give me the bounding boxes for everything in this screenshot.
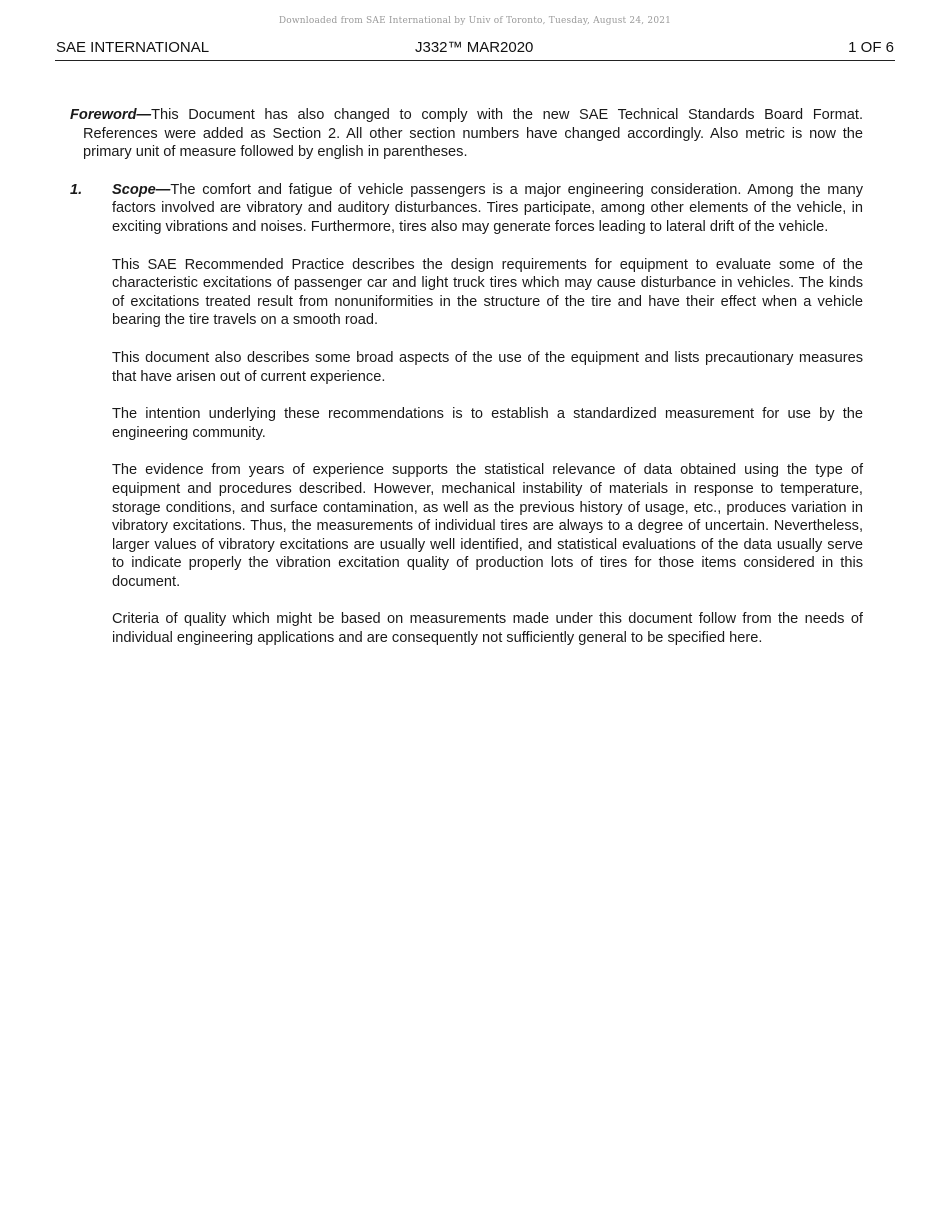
document-body <box>70 106 863 667</box>
scope-paragraph: Criteria of quality which might be based on measurements made under this document follow from the needs of individual engineering applications and are consequently not sufficiently general to be specified here. <box>112 611 863 647</box>
foreword-paragraph <box>70 106 863 162</box>
scope-paragraph: The evidence from years of experience supports the statistical relevance of data obtained using the type of equipment and procedures described. However, mechanical instability of materials in response to temperature, storage conditions, and surface contamination, as well as the previous history of usage, etc., produces variation in vibratory excitations. Thus, the measurements of individual tires are always to a degree of uncertain. Nevertheless, larger values of vibratory excitations are usually well identified, and statistical evaluations of the data usually serve to indicate properly the vibration excitation quality of production lots of tires for those items considered in this document. <box>112 462 863 590</box>
section-title: Scope— <box>112 181 171 198</box>
foreword-text: This Document has also changed to comply with the new SAE Technical Standards Board Format. References were added as Section 2. All other section numbers have changed accordingly. Also metric is now the primary unit of measure followed by english in parentheses. <box>83 107 863 161</box>
header-page-number: 1 OF 6 <box>848 39 894 56</box>
header-org: SAE INTERNATIONAL <box>56 39 210 56</box>
section-number: 1. <box>70 181 83 198</box>
scope-paragraph: The intention underlying these recommendations is to establish a standardized measurement for use by the engineering community. <box>112 406 863 441</box>
scope-intro-text: The comfort and fatigue of vehicle passengers is a major engineering consideration. Among the many factors involved are vibratory and auditory disturbances. Tires participate, among other elements of the vehicle, in exciting vibrations and noises. Furthermore, tires also may generate forces leading to lateral drift of the vehicle. <box>112 181 863 235</box>
scope-paragraph: This SAE Recommended Practice describes the design requirements for equipment to evaluate some of the characteristic excitations of passenger car and light truck tires which may cause disturbance in vehicles. The kinds of excitations treated result from nonuniformities in the structure of the tire and have their effect when a vehicle bearing the tire travels on a smooth road. <box>112 256 863 329</box>
scope-intro-paragraph <box>112 181 863 237</box>
scope-paragraph: This document also describes some broad aspects of the use of the equipment and lists precautionary measures that have arisen out of current experience. <box>112 349 863 385</box>
header-doc-id: J332™ MAR2020 <box>415 39 534 56</box>
foreword-label: Foreword— <box>70 107 152 123</box>
section-scope <box>70 181 863 648</box>
page-header <box>55 38 895 61</box>
download-watermark: Downloaded from SAE International by Univ of Toronto, Tuesday, August 24, 2021 <box>278 16 672 26</box>
